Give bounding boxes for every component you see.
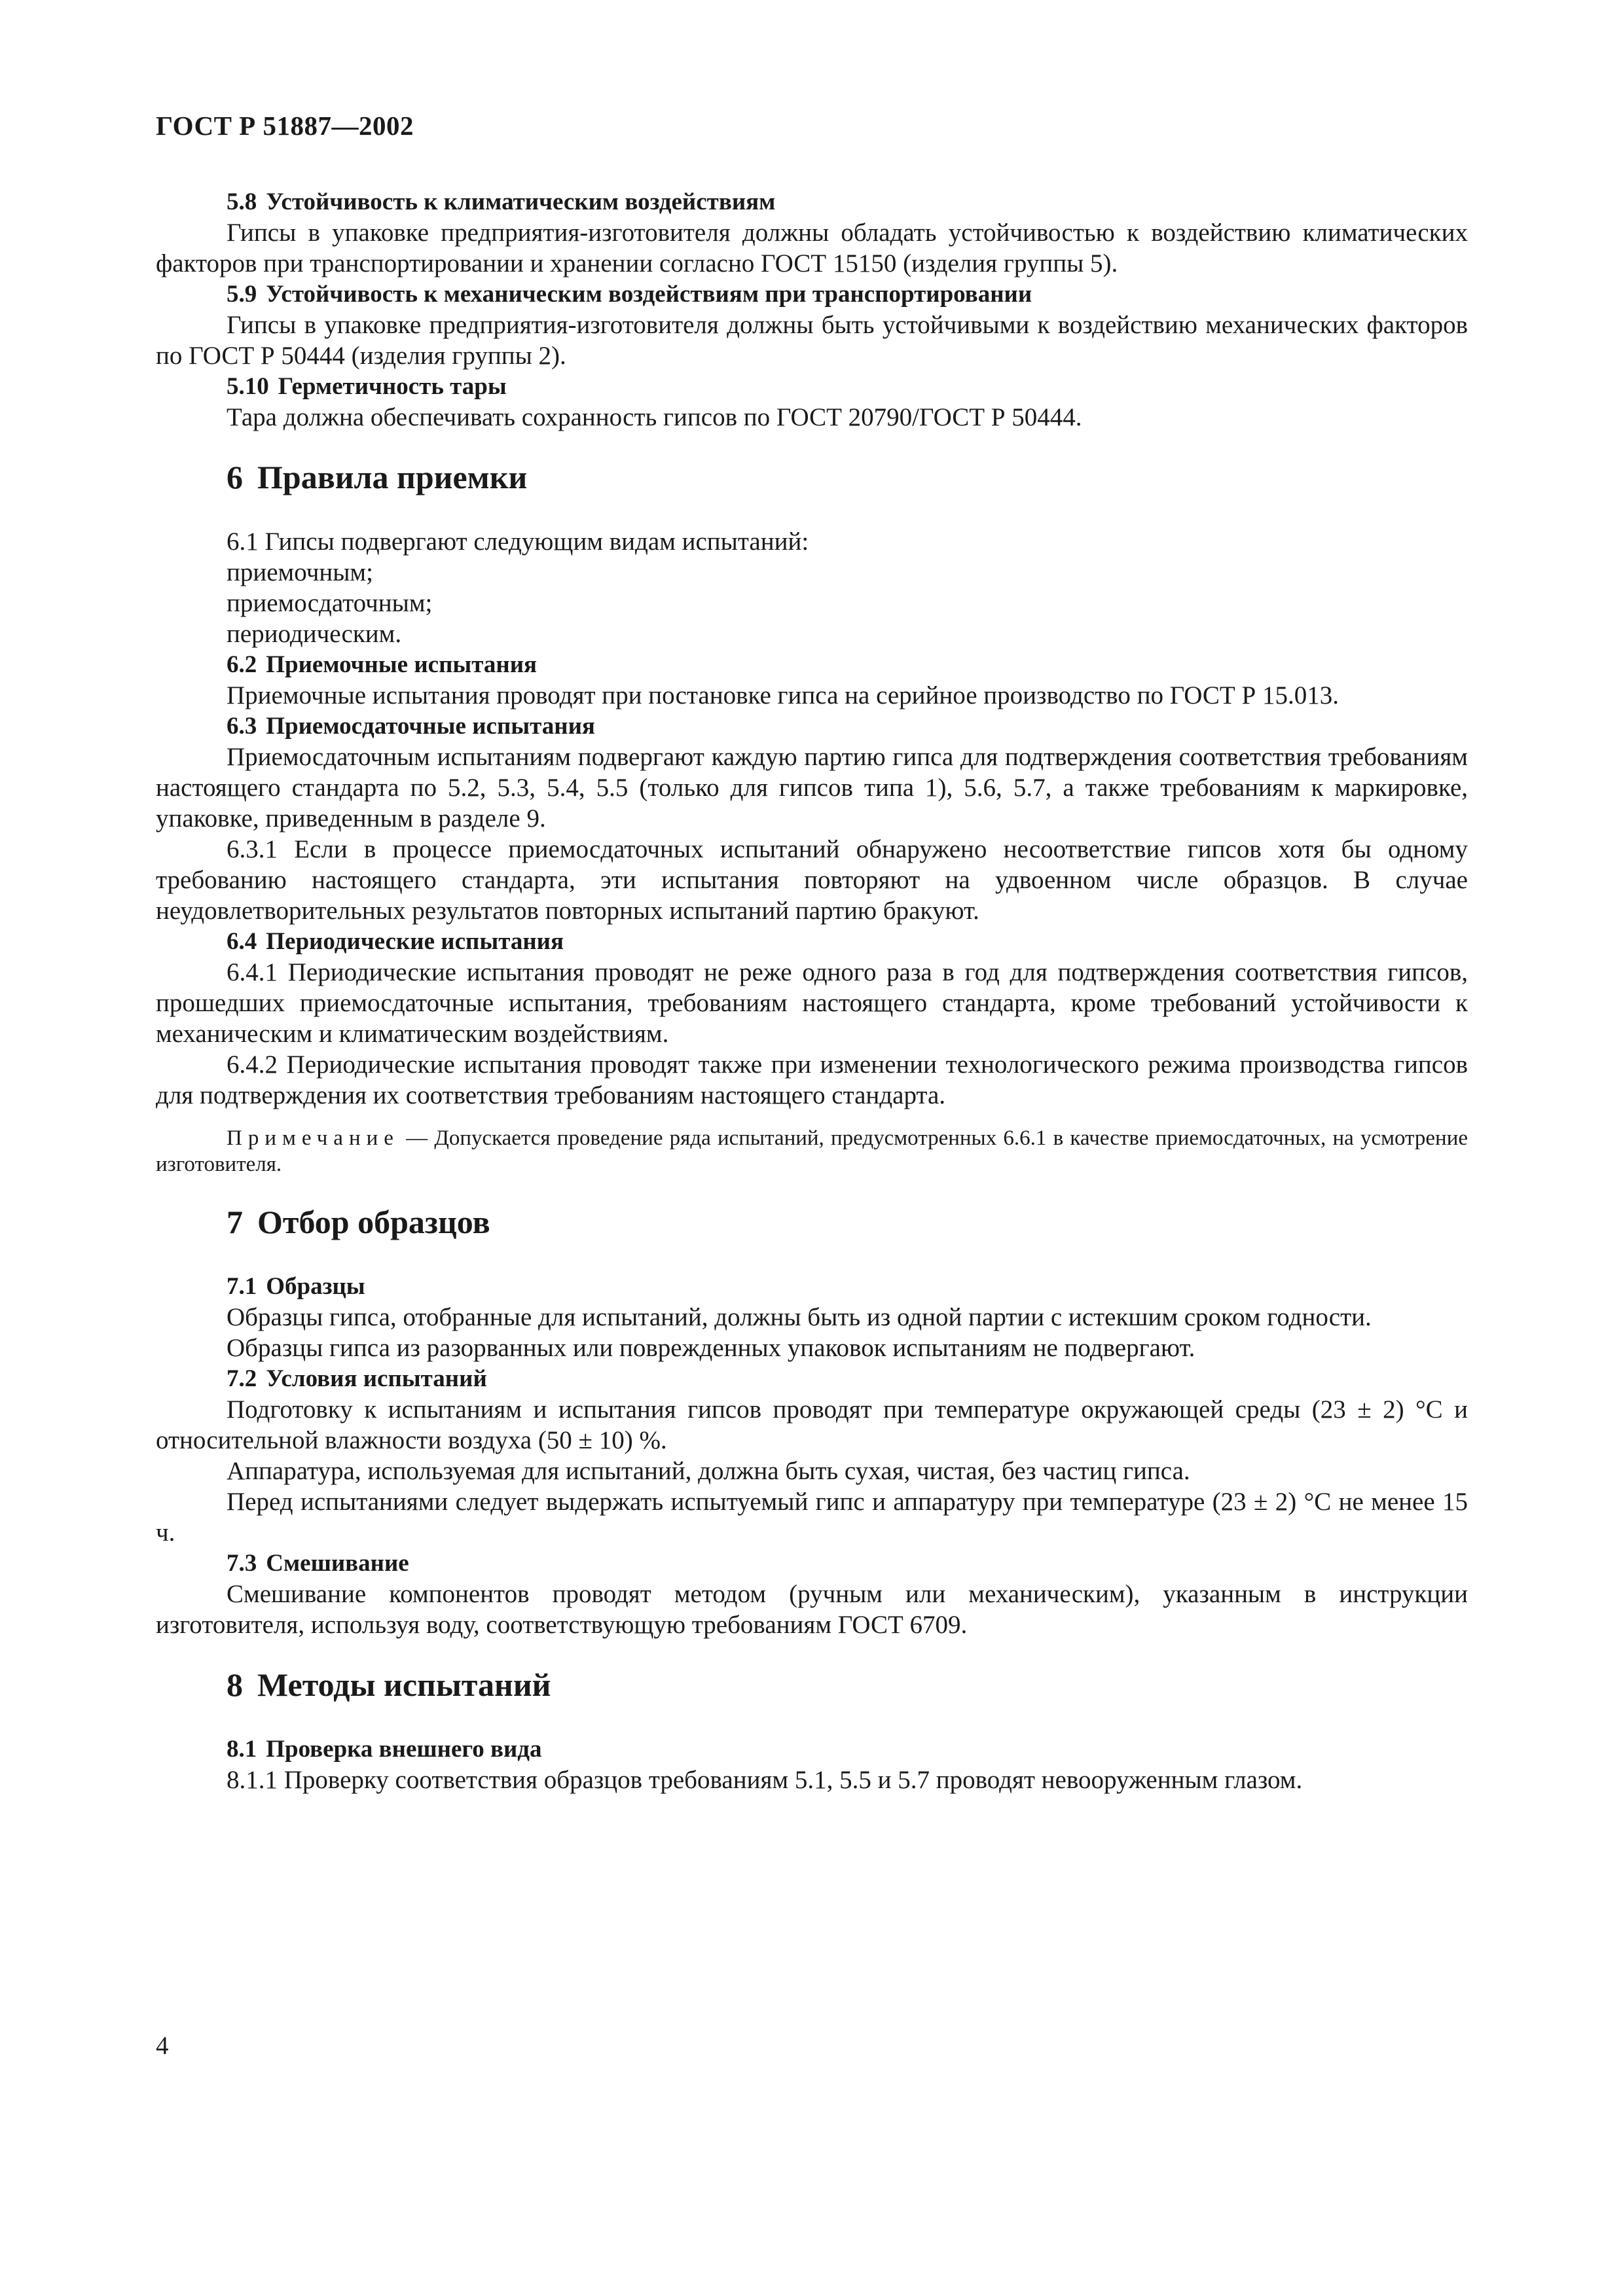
section-heading-7-3 xyxy=(156,1548,1468,1579)
section-heading-6-2 xyxy=(156,649,1468,680)
paragraph-6-2: Приемочные испытания проводят при постановке гипса на серийное производство по ГОСТ Р 15.013. xyxy=(227,681,1339,709)
note xyxy=(156,1125,1468,1177)
page-number: 4 xyxy=(156,2032,169,2060)
paragraph-6-4-2: 6.4.2 Периодические испытания проводят также при изменении технологического режима производства гипсов для подтверждения их соответствия требованиям настоящего стандарта. xyxy=(156,1050,1468,1109)
section-title: Устойчивость к механическим воздействиям при транспортировании xyxy=(266,281,1032,308)
paragraph-5-10: Тара должна обеспечивать сохранность гипсов по ГОСТ 20790/ГОСТ Р 50444. xyxy=(227,403,1082,431)
document-header: ГОСТ Р 51887—2002 xyxy=(156,111,414,141)
section-number: 5.10 xyxy=(227,373,269,400)
section-title: Методы испытаний xyxy=(257,1666,551,1703)
section-number: 7.1 xyxy=(227,1273,257,1300)
section-number: 6 xyxy=(227,459,243,495)
section-title: Отбор образцов xyxy=(257,1204,490,1240)
paragraph-7-3: Смешивание компонентов проводят методом (ручным или механическим), указанным в инструкции изготовителя, используя воду, соответствующую требованиям ГОСТ 6709. xyxy=(156,1580,1468,1639)
section-heading-6 xyxy=(156,457,1468,497)
section-title: Правила приемки xyxy=(257,459,528,495)
section-title: Приемочные испытания xyxy=(266,651,538,678)
section-number: 6.3 xyxy=(227,713,257,740)
section-number: 6.4 xyxy=(227,928,257,955)
section-number: 7.2 xyxy=(227,1365,257,1392)
section-heading-7-2 xyxy=(156,1363,1468,1394)
section-heading-6-4 xyxy=(156,926,1468,957)
paragraph-6-3-1: 6.3.1 Если в процессе приемосдаточных испытаний обнаружено несоответствие гипсов хотя бы одному требованию настоящего стандарта, эти испытания повторяют на удвоенном числе образцов. В случае неудовлетворительных результатов повторных испытаний партию бракуют. xyxy=(156,835,1468,925)
section-number: 7.3 xyxy=(227,1550,257,1577)
section-title: Приемосдаточные испытания xyxy=(266,713,595,740)
section-heading-8 xyxy=(156,1665,1468,1704)
list-item: периодическим. xyxy=(227,620,402,648)
section-heading-8-1 xyxy=(156,1734,1468,1765)
section-number: 8.1 xyxy=(227,1736,257,1763)
section-heading-5-10 xyxy=(156,371,1468,402)
paragraph-5-8: Гипсы в упаковке предприятия-изготовителя должны обладать устойчивостью к воздействию климатических факторов при транспортировании и хранении согласно ГОСТ 15150 (изделия группы 5). xyxy=(156,219,1468,278)
list-item: приемочным; xyxy=(227,558,373,586)
paragraph-6-1: 6.1 Гипсы подвергают следующим видам испытаний: xyxy=(227,528,809,556)
section-number: 5.9 xyxy=(227,281,257,308)
section-number: 6.2 xyxy=(227,651,257,678)
paragraph-7-2-b: Аппаратура, используемая для испытаний, должна быть сухая, чистая, без частиц гипса. xyxy=(227,1457,1190,1485)
note-label: Примечание xyxy=(227,1126,399,1150)
paragraph-7-2-c: Перед испытаниями следует выдержать испытуемый гипс и аппаратуру при температуре (23 ± 2) °С не менее 15 ч. xyxy=(156,1488,1468,1547)
section-title: Периодические испытания xyxy=(266,928,564,955)
section-title: Смешивание xyxy=(266,1550,409,1577)
paragraph-5-9: Гипсы в упаковке предприятия-изготовителя должны быть устойчивыми к воздействию механических факторов по ГОСТ Р 50444 (изделия группы 2). xyxy=(156,311,1468,370)
list-item: приемосдаточным; xyxy=(227,589,433,617)
section-title: Герметичность тары xyxy=(278,373,507,400)
paragraph-7-2-a: Подготовку к испытаниям и испытания гипсов проводят при температуре окружающей среды (23 ± 2) °С и относительной влажности воздуха (50 ± 10) %. xyxy=(156,1395,1468,1454)
paragraph-6-3: Приемосдаточным испытаниям подвергают каждую партию гипса для подтверждения соответствия требованиям настоящего стандарта по 5.2, 5.3, 5.4, 5.5 (только для гипсов типа 1), 5.6, 5.7, а также требованиям к маркировке, упаковке, приведенным в разделе 9. xyxy=(156,743,1468,833)
section-title: Проверка внешнего вида xyxy=(266,1736,542,1763)
note-text: — Допускается проведение ряда испытаний, предусмотренных 6.6.1 в качестве приемосдаточных, на усмотрение изготовителя. xyxy=(156,1126,1468,1176)
section-title: Устойчивость к климатическим воздействиям xyxy=(266,188,776,215)
section-number: 5.8 xyxy=(227,188,257,215)
paragraph-6-4-1: 6.4.1 Периодические испытания проводят не реже одного раза в год для подтверждения соответствия гипсов, прошедших приемосдаточные испытания, требованиям настоящего стандарта, кроме требований устойчивости к механическим и климатическим воздействиям. xyxy=(156,958,1468,1048)
section-number: 7 xyxy=(227,1204,243,1240)
section-title: Образцы xyxy=(266,1273,365,1300)
section-heading-6-3 xyxy=(156,711,1468,742)
paragraph-7-1-b: Образцы гипса из разорванных или поврежденных упаковок испытаниям не подвергают. xyxy=(227,1334,1195,1362)
paragraph-8-1-1: 8.1.1 Проверку соответствия образцов требованиям 5.1, 5.5 и 5.7 проводят невооруженным глазом. xyxy=(227,1766,1303,1794)
page-content xyxy=(156,187,1468,1795)
section-heading-5-9 xyxy=(156,279,1468,310)
section-number: 8 xyxy=(227,1666,243,1703)
section-title: Условия испытаний xyxy=(266,1365,487,1392)
section-heading-5-8 xyxy=(156,187,1468,217)
section-heading-7-1 xyxy=(156,1271,1468,1302)
paragraph-7-1-a: Образцы гипса, отобранные для испытаний, должны быть из одной партии с истекшим сроком годности. xyxy=(227,1303,1372,1331)
section-heading-7 xyxy=(156,1202,1468,1242)
